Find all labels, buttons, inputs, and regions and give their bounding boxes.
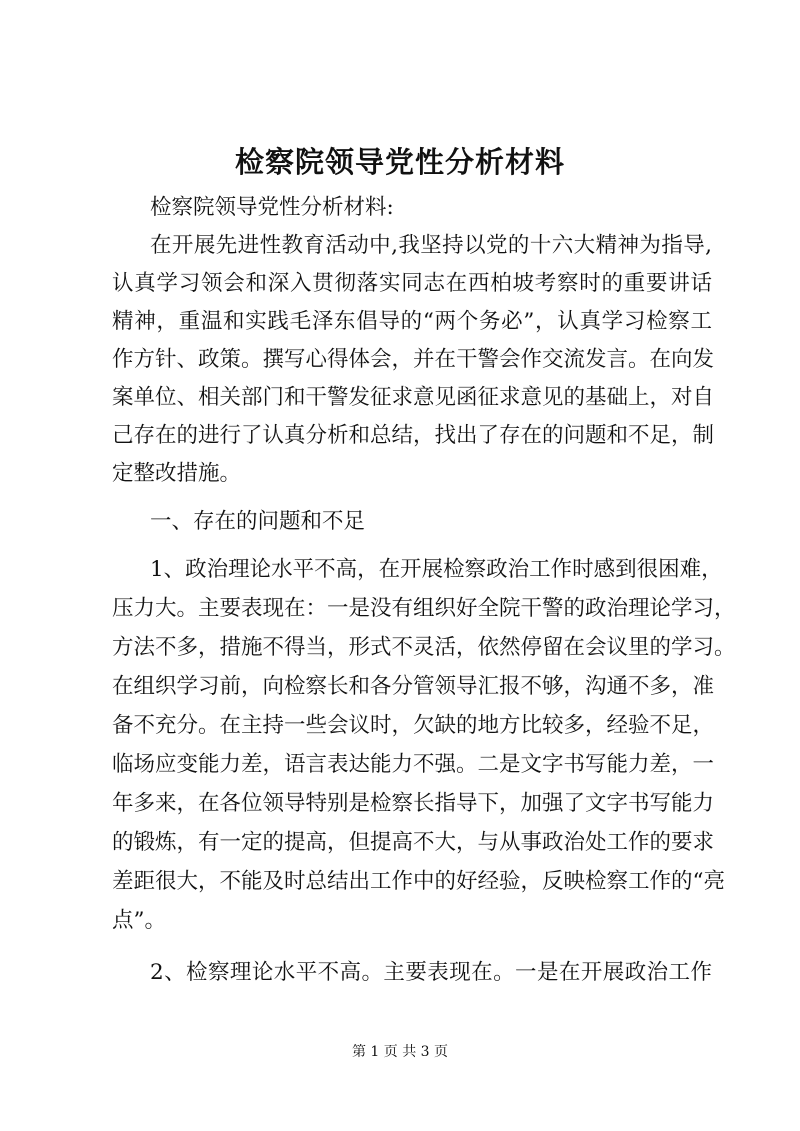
body-line: 的锻炼，有一定的提高，但提高不大，与从事政治处工作的要求 [112,830,715,855]
body-line: 方法不多，措施不得当，形式不灵活，依然停留在会议里的学习。 [112,635,736,660]
page-number-footer: 第 1 页 共 3 页 [351,1044,449,1060]
body-line: 1、政治理论水平不高，在开展检察政治工作时感到很困难， [150,557,723,582]
body-line: 差距很大，不能及时总结出工作中的好经验，反映检察工作的“亮 [112,869,725,894]
body-line: 临场应变能力差，语言表达能力不强。二是文字书写能力差，一 [112,752,715,777]
body-line: 点”。 [112,908,166,933]
body-line: 作方针、政策。撰写心得体会，并在干警会作交流发言。在向发 [112,347,715,372]
body-line: 认真学习领会和深入贯彻落实同志在西柏坡考察时的重要讲话 [112,271,712,296]
body-line: 案单位、相关部门和干警发征求意见函征求意见的基础上，对自 [112,385,715,410]
section-heading: 一、存在的问题和不足 [150,509,366,534]
body-line: 在开展先进性教育活动中,我坚持以党的十六大精神为指导, [150,233,712,258]
body-line: 备不充分。在主持一些会议时，欠缺的地方比较多，经验不足， [112,713,715,738]
body-line: 在组织学习前，向检察长和各分管领导汇报不够，沟通不多，准 [112,674,715,699]
document-title: 检察院领导党性分析材料 [234,145,565,179]
body-line: 检察院领导党性分析材料: [150,195,394,220]
body-line: 己存在的进行了认真分析和总结，找出了存在的问题和不足，制 [112,423,715,448]
body-line: 定整改措施。 [112,461,242,486]
body-line: 年多来，在各位领导特别是检察长指导下，加强了文字书写能力 [112,791,715,816]
body-line: 压力大。主要表现在：一是没有组织好全院干警的政治理论学习， [112,596,736,621]
body-line: 2、检察理论水平不高。主要表现在。一是在开展政治工作 [150,960,712,985]
body-line: 精神，重温和实践毛泽东倡导的“两个务必”，认真学习检察工 [112,309,712,334]
